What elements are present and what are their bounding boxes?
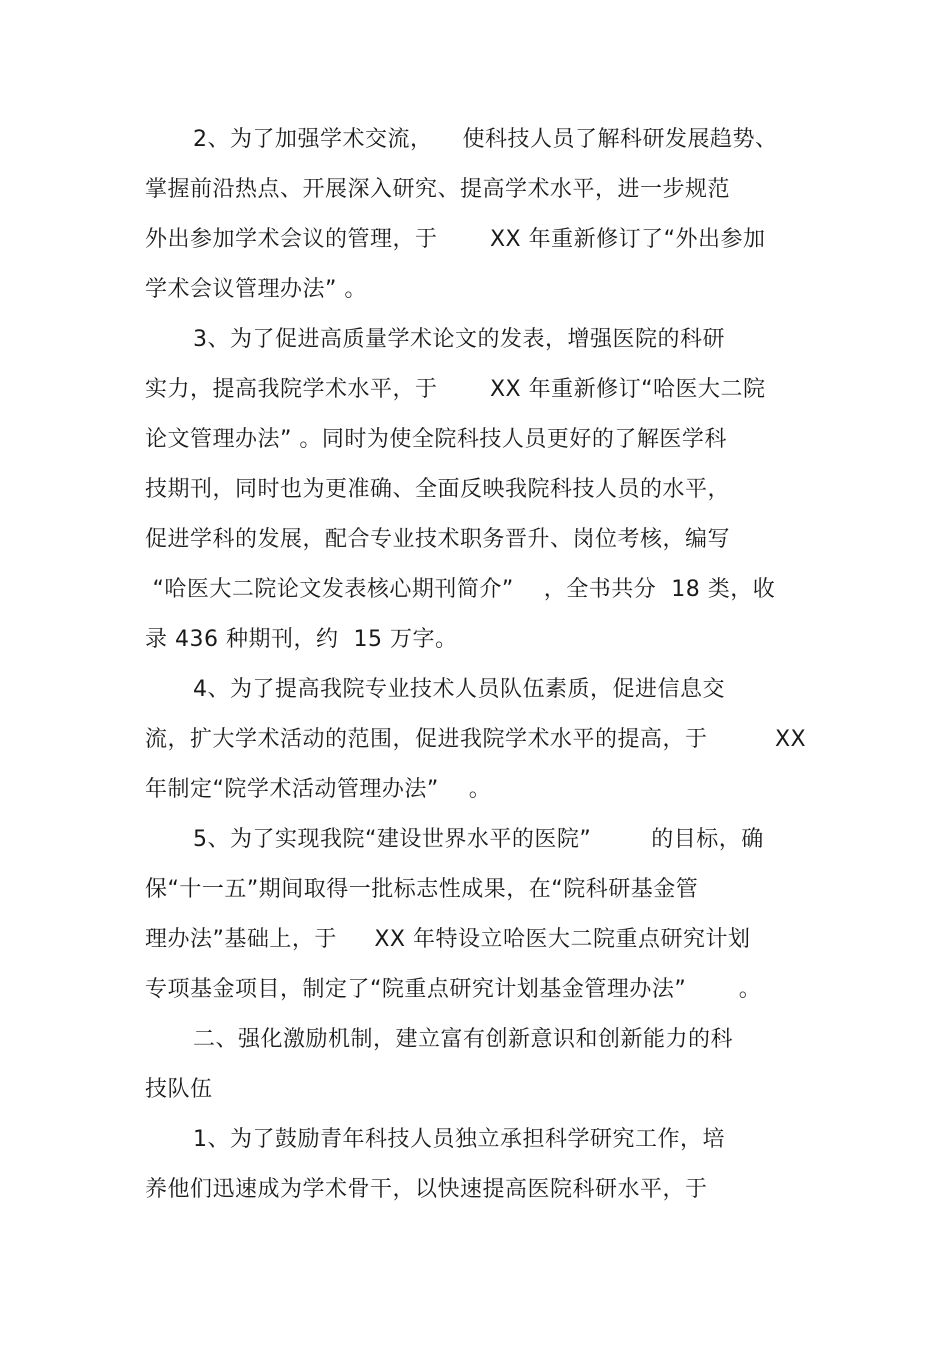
- paragraph-2-line-3: 外出参加学术会议的管理，于 XX 年重新修订了“外出参加: [145, 227, 766, 252]
- paragraph-5-line-1: 5、为了实现我院“建设世界水平的医院” 的目标，确: [193, 827, 764, 852]
- paragraph-3-line-6: “哈医大二院论文发表核心期刊简介” ，全书共分 18 类，收: [145, 577, 776, 602]
- paragraph-5-line-4: 专项基金项目，制定了“院重点研究计划基金管理办法” 。: [145, 977, 762, 1002]
- paragraph-4-line-1: 4、为了提高我院专业技术人员队伍素质，促进信息交: [193, 677, 725, 702]
- paragraph-3-line-1: 3、为了促进高质量学术论文的发表，增强医院的科研: [193, 327, 725, 352]
- paragraph-3-line-3: 论文管理办法” 。同时为使全院科技人员更好的了解医学科: [145, 427, 727, 452]
- paragraph-1-line-2: 养他们迅速成为学术骨干，以快速提高医院科研水平，于: [145, 1177, 708, 1202]
- paragraph-5-line-2: 保“十一五”期间取得一批标志性成果，在“院科研基金管: [145, 877, 699, 902]
- paragraph-3-line-7: 录 436 种期刊，约 15 万字。: [145, 627, 458, 652]
- paragraph-2-line-2: 掌握前沿热点、开展深入研究、提高学术水平，进一步规范: [145, 177, 731, 202]
- paragraph-1-line-1: 1、为了鼓励青年科技人员独立承担科学研究工作，培: [193, 1127, 725, 1152]
- paragraph-2-line-1: 2、为了加强学术交流， 使科技人员了解科研发展趋势、: [193, 127, 778, 152]
- paragraph-4-line-2: 流，扩大学术活动的范围，促进我院学术水平的提高，于 XX: [145, 727, 807, 752]
- paragraph-3-line-4: 技期刊，同时也为更准确、全面反映我院科技人员的水平，: [145, 477, 731, 502]
- paragraph-4-line-3: 年制定“院学术活动管理办法” 。: [145, 777, 492, 802]
- paragraph-3-line-5: 促进学科的发展，配合专业技术职务晋升、岗位考核，编写: [145, 527, 731, 552]
- paragraph-2-line-4: 学术会议管理办法” 。: [145, 277, 367, 302]
- section-heading-line-1: 二、强化激励机制，建立富有创新意识和创新能力的科: [193, 1027, 734, 1052]
- section-heading-line-2: 技队伍: [145, 1077, 213, 1102]
- paragraph-5-line-3: 理办法”基础上，于 XX 年特设立哈医大二院重点研究计划: [145, 927, 751, 952]
- paragraph-3-line-2: 实力，提高我院学术水平，于 XX 年重新修订“哈医大二院: [145, 377, 766, 402]
